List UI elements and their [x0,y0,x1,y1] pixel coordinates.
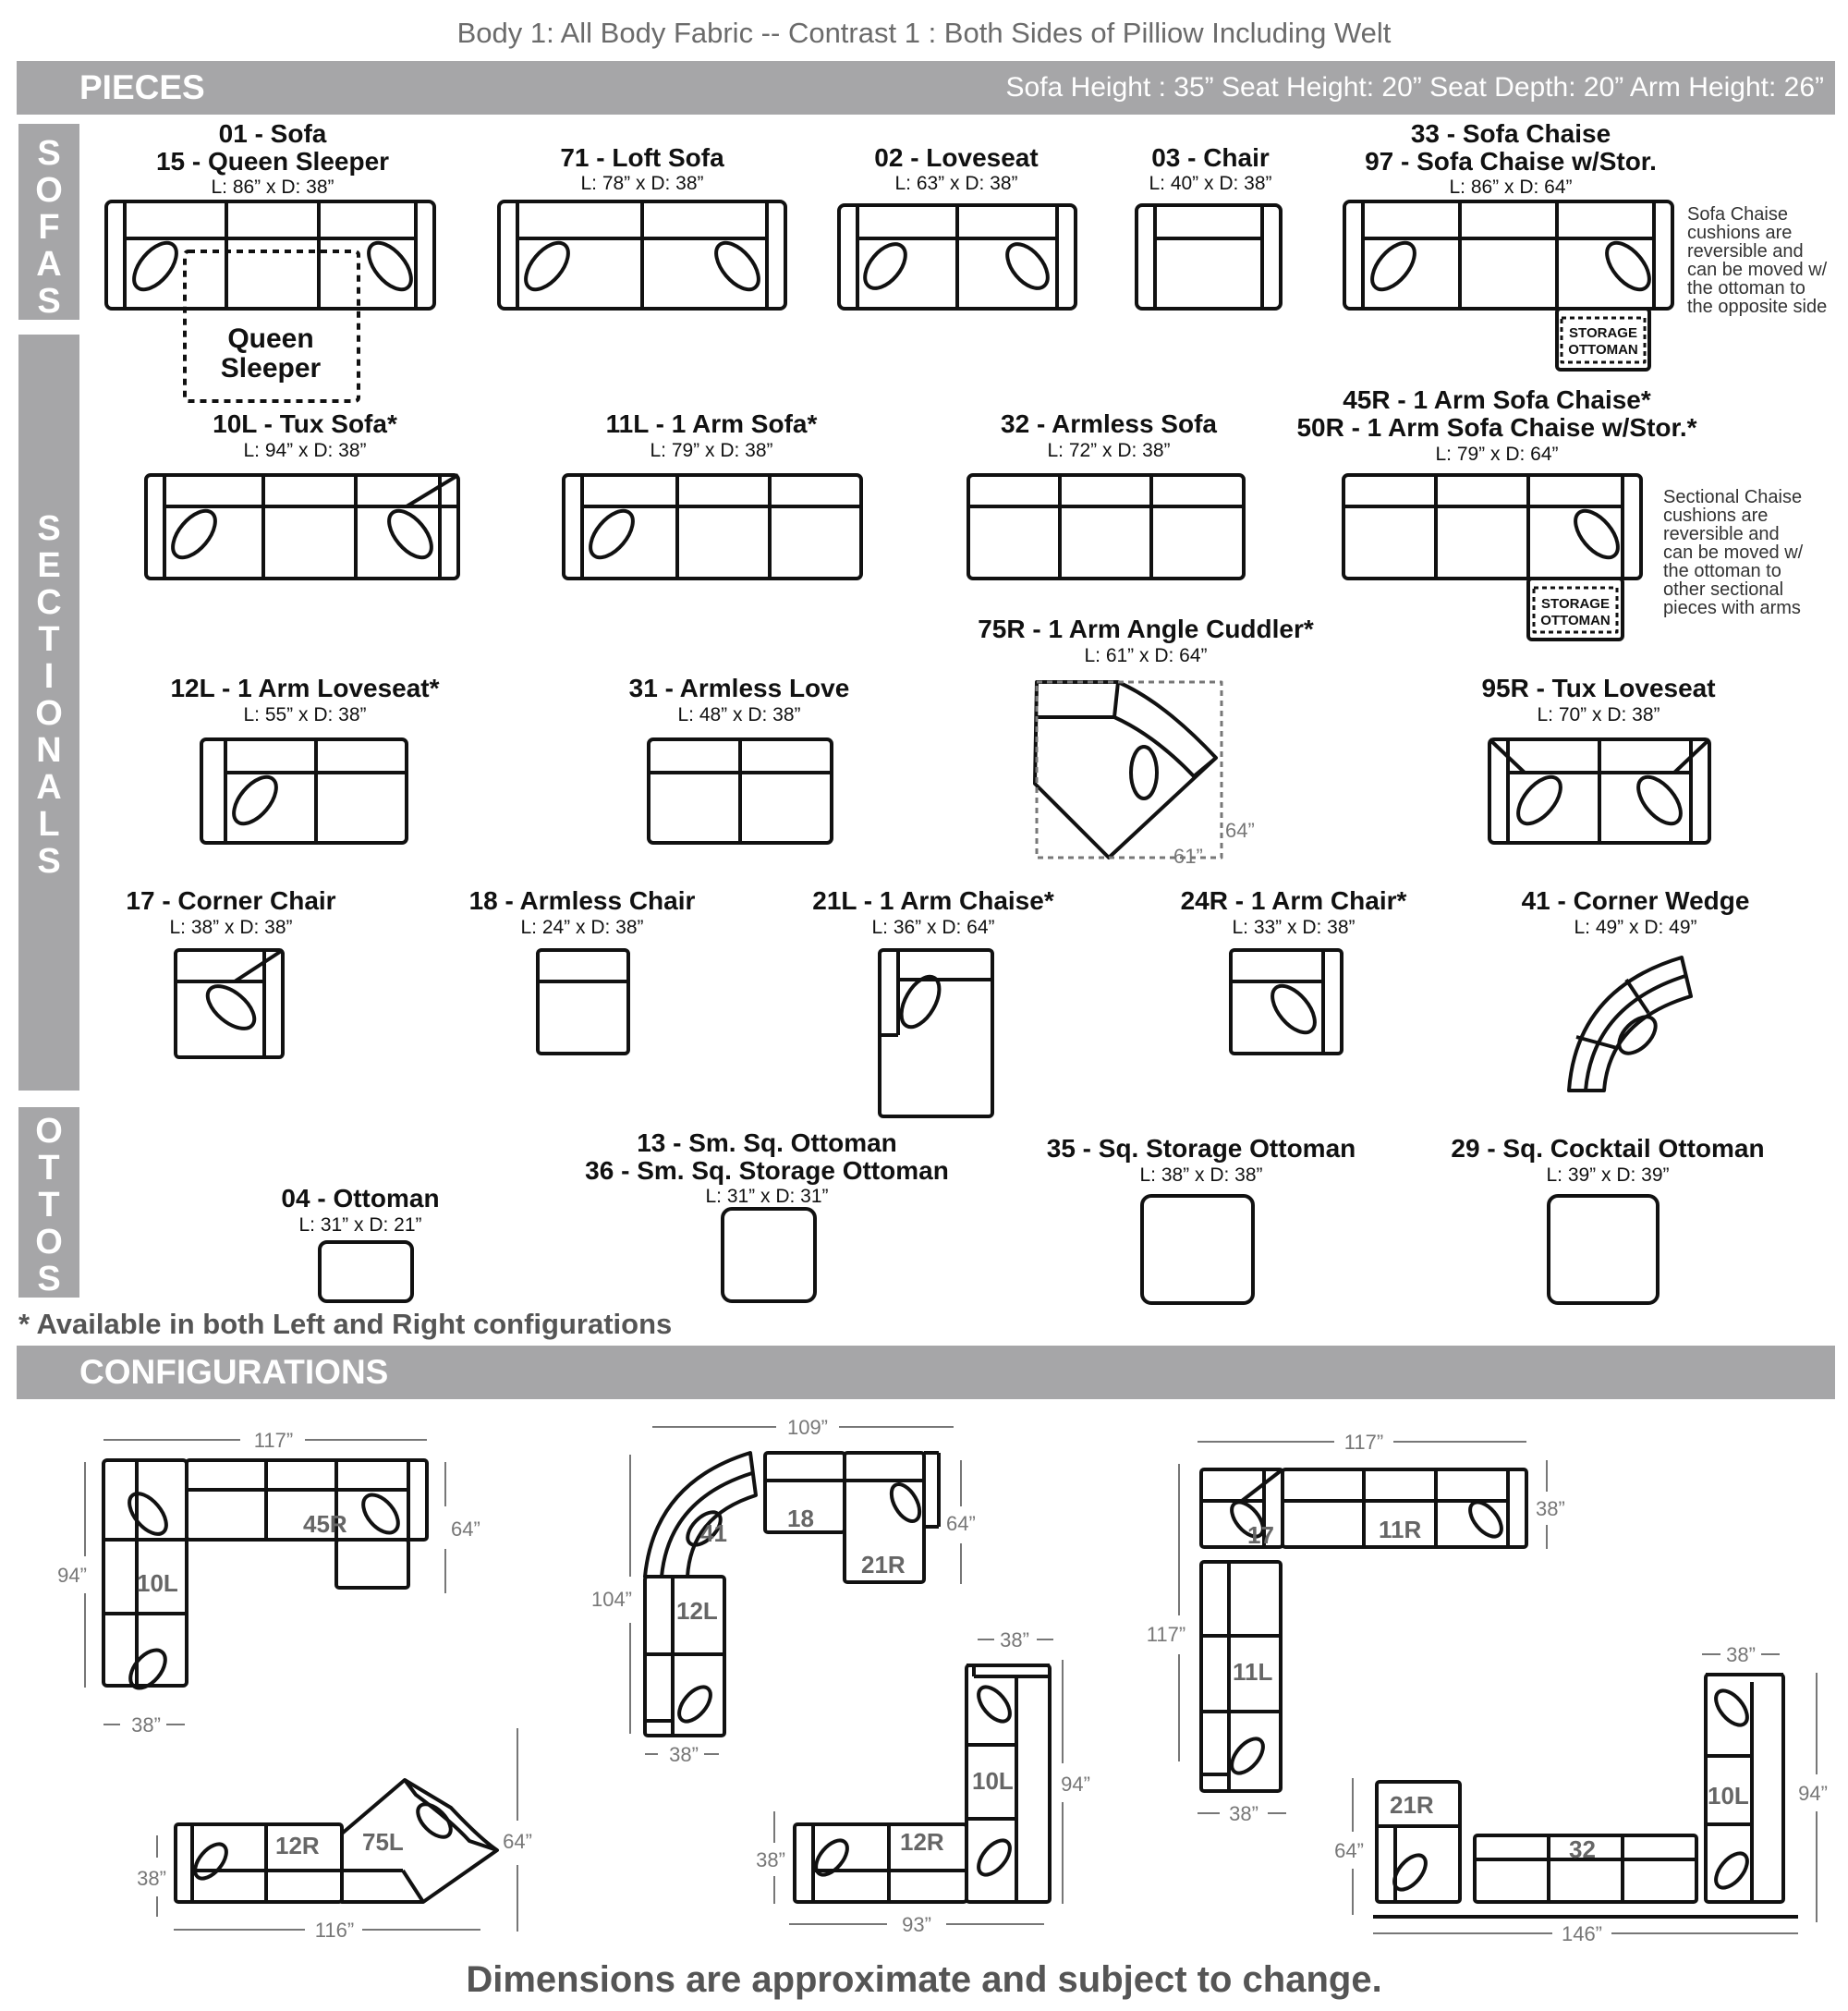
piece-title: 97 - Sofa Chaise w/Stor. [1365,147,1657,176]
storage-label: STORAGE [1569,325,1637,341]
piece-title: 45R - 1 Arm Sofa Chaise* [1343,385,1651,414]
piece-title: 50R - 1 Arm Sofa Chaise w/Stor.* [1296,413,1697,442]
piece-title: 95R - Tux Loveseat [1481,674,1716,702]
piece-title: 33 - Sofa Chaise [1410,119,1611,148]
piece-dims: L: 78” x D: 38” [580,173,704,194]
queen-sleeper-label-2: Sleeper [220,353,322,384]
config-label: 11R [1379,1516,1422,1543]
config-label: 18 [787,1505,814,1532]
piece-title: 04 - Ottoman [281,1184,440,1213]
config-dim: 117” [1343,1431,1384,1454]
config-label: 45R [303,1510,347,1538]
config-dim: 64” [451,1517,480,1541]
note-line: cushions are [1663,506,1769,526]
piece-dims: L: 55” x D: 38” [243,704,367,725]
note-line: the opposite side [1687,297,1828,317]
note-line: Sectional Chaise [1663,487,1803,507]
config-label: 21R [861,1551,906,1578]
piece-title: 41 - Corner Wedge [1521,886,1750,915]
config-label: 12R [275,1832,320,1859]
config-dim: 38” [1726,1643,1756,1666]
config-dim: 146” [1561,1922,1603,1945]
note-line: pieces with arms [1663,598,1801,618]
note-line: can be moved w/ [1663,542,1804,563]
note-line: the ottoman to [1687,278,1805,299]
note-line: reversible and [1687,241,1804,262]
piece-title: 03 - Chair [1151,143,1270,172]
piece-dims: L: 61” x D: 64” [1084,645,1208,666]
config-dim: 117” [253,1429,294,1452]
note-line: cushions are [1687,223,1793,243]
piece-title: 15 - Queen Sleeper [155,147,390,176]
config-label: 41 [700,1519,727,1547]
config-dim: 109” [786,1416,829,1439]
config-label: 12R [900,1828,944,1856]
piece-title: 32 - Armless Sofa [1001,409,1217,438]
storage-label: OTTOMAN [1540,613,1611,628]
config-dim: 64” [1334,1839,1364,1862]
note-line: Sofa Chaise [1687,204,1788,225]
config-label: 75L [362,1828,404,1856]
config-dim: 64” [946,1512,976,1535]
piece-title: 35 - Sq. Storage Ottoman [1046,1134,1356,1163]
cuddler-dim-b: 61” [1173,845,1203,868]
config-dim: 38” [131,1713,161,1737]
config-dim: 94” [1061,1773,1090,1796]
piece-title: 29 - Sq. Cocktail Ottoman [1451,1134,1765,1163]
config-label: 10L [972,1767,1014,1795]
cuddler-dim-a: 64” [1225,819,1255,842]
storage-label: OTTOMAN [1568,342,1638,358]
config-dim: 38” [1229,1802,1258,1825]
queen-sleeper-label-1: Queen [227,323,314,354]
config-dim: 38” [1536,1497,1565,1520]
config-label: 10L [137,1569,178,1597]
config-dim: 64” [503,1830,532,1853]
note-line: can be moved w/ [1687,260,1828,280]
note-line: reversible and [1663,524,1780,544]
piece-title: 12L - 1 Arm Loveseat* [170,674,440,702]
piece-title: 71 - Loft Sofa [560,143,724,172]
config-label: 11L [1233,1658,1273,1686]
side-label-sofas-text: S O F A S [35,134,63,321]
pieces-title: PIECES [79,68,205,106]
configurations-title: CONFIGURATIONS [79,1353,389,1391]
note-line: the ottoman to [1663,561,1781,581]
config-dim: 94” [57,1564,87,1587]
piece-dims: L: 94” x D: 38” [243,440,367,461]
piece-dims: L: 24” x D: 38” [520,917,644,938]
config-label: 10L [1708,1782,1749,1810]
piece-dims: L: 31” x D: 31” [705,1186,829,1207]
config-dim: 93” [902,1913,931,1936]
note-line: other sectional [1663,579,1784,600]
piece-title: 18 - Armless Chair [468,886,696,915]
piece-title: 02 - Loveseat [874,143,1039,172]
piece-title: 11L - 1 Arm Sofa* [605,409,818,438]
side-label-sectionals-text: S E C T I O N A L S [35,509,63,881]
config-dim: 38” [1000,1628,1029,1651]
disclaimer: Dimensions are approximate and subject to change. [466,1959,1382,2000]
piece-dims: L: 70” x D: 38” [1537,704,1660,725]
piece-dims: L: 86” x D: 64” [1449,177,1573,198]
piece-dims: L: 33” x D: 38” [1232,917,1356,938]
piece-title: 13 - Sm. Sq. Ottoman [637,1128,897,1157]
piece-title: 17 - Corner Chair [126,886,336,915]
piece-dims: L: 31” x D: 21” [298,1214,422,1236]
piece-dims: L: 38” x D: 38” [1139,1164,1263,1186]
side-label-ottos-text: O T T O S [35,1112,63,1298]
config-dim: 38” [669,1743,699,1766]
storage-label: STORAGE [1541,596,1610,612]
piece-dims: L: 79” x D: 64” [1435,444,1559,465]
header-note: Body 1: All Body Fabric -- Contrast 1 : Both Sides of Pilliow Including Welt [456,17,1392,49]
dimension-specs: Sofa Height : 35” Seat Height: 20” Seat Depth: 20” Arm Height: 26” [1005,72,1824,103]
piece-title: 75R - 1 Arm Angle Cuddler* [978,615,1314,643]
piece-dims: L: 40” x D: 38” [1149,173,1272,194]
piece-dims: L: 86” x D: 38” [211,177,334,198]
footnote: * Available in both Left and Right configurations [18,1308,673,1340]
config-dim: 116” [314,1919,355,1942]
config-label: 12L [676,1597,718,1625]
config-label: 32 [1569,1835,1596,1863]
piece-dims: L: 49” x D: 49” [1574,917,1697,938]
piece-title: 21L - 1 Arm Chaise* [812,886,1054,915]
config-dim: 117” [1146,1623,1186,1646]
piece-title: 36 - Sm. Sq. Storage Ottoman [585,1156,949,1185]
config-dim: 38” [756,1848,785,1871]
piece-dims: L: 36” x D: 64” [871,917,995,938]
config-label: 17 [1247,1521,1274,1549]
piece-title: 31 - Armless Love [628,674,850,702]
piece-dims: L: 48” x D: 38” [677,704,801,725]
piece-dims: L: 38” x D: 38” [169,917,293,938]
piece-dims: L: 63” x D: 38” [894,173,1018,194]
piece-title: 10L - Tux Sofa* [213,409,397,438]
config-dim: 104” [590,1588,633,1611]
piece-dims: L: 72” x D: 38” [1047,440,1171,461]
piece-title: 01 - Sofa [218,119,327,148]
piece-dims: L: 79” x D: 38” [650,440,773,461]
piece-title: 24R - 1 Arm Chair* [1180,886,1407,915]
config-label: 21R [1390,1791,1434,1819]
config-dim: 38” [137,1867,166,1890]
config-dim: 94” [1798,1782,1828,1805]
piece-dims: L: 39” x D: 39” [1546,1164,1670,1186]
